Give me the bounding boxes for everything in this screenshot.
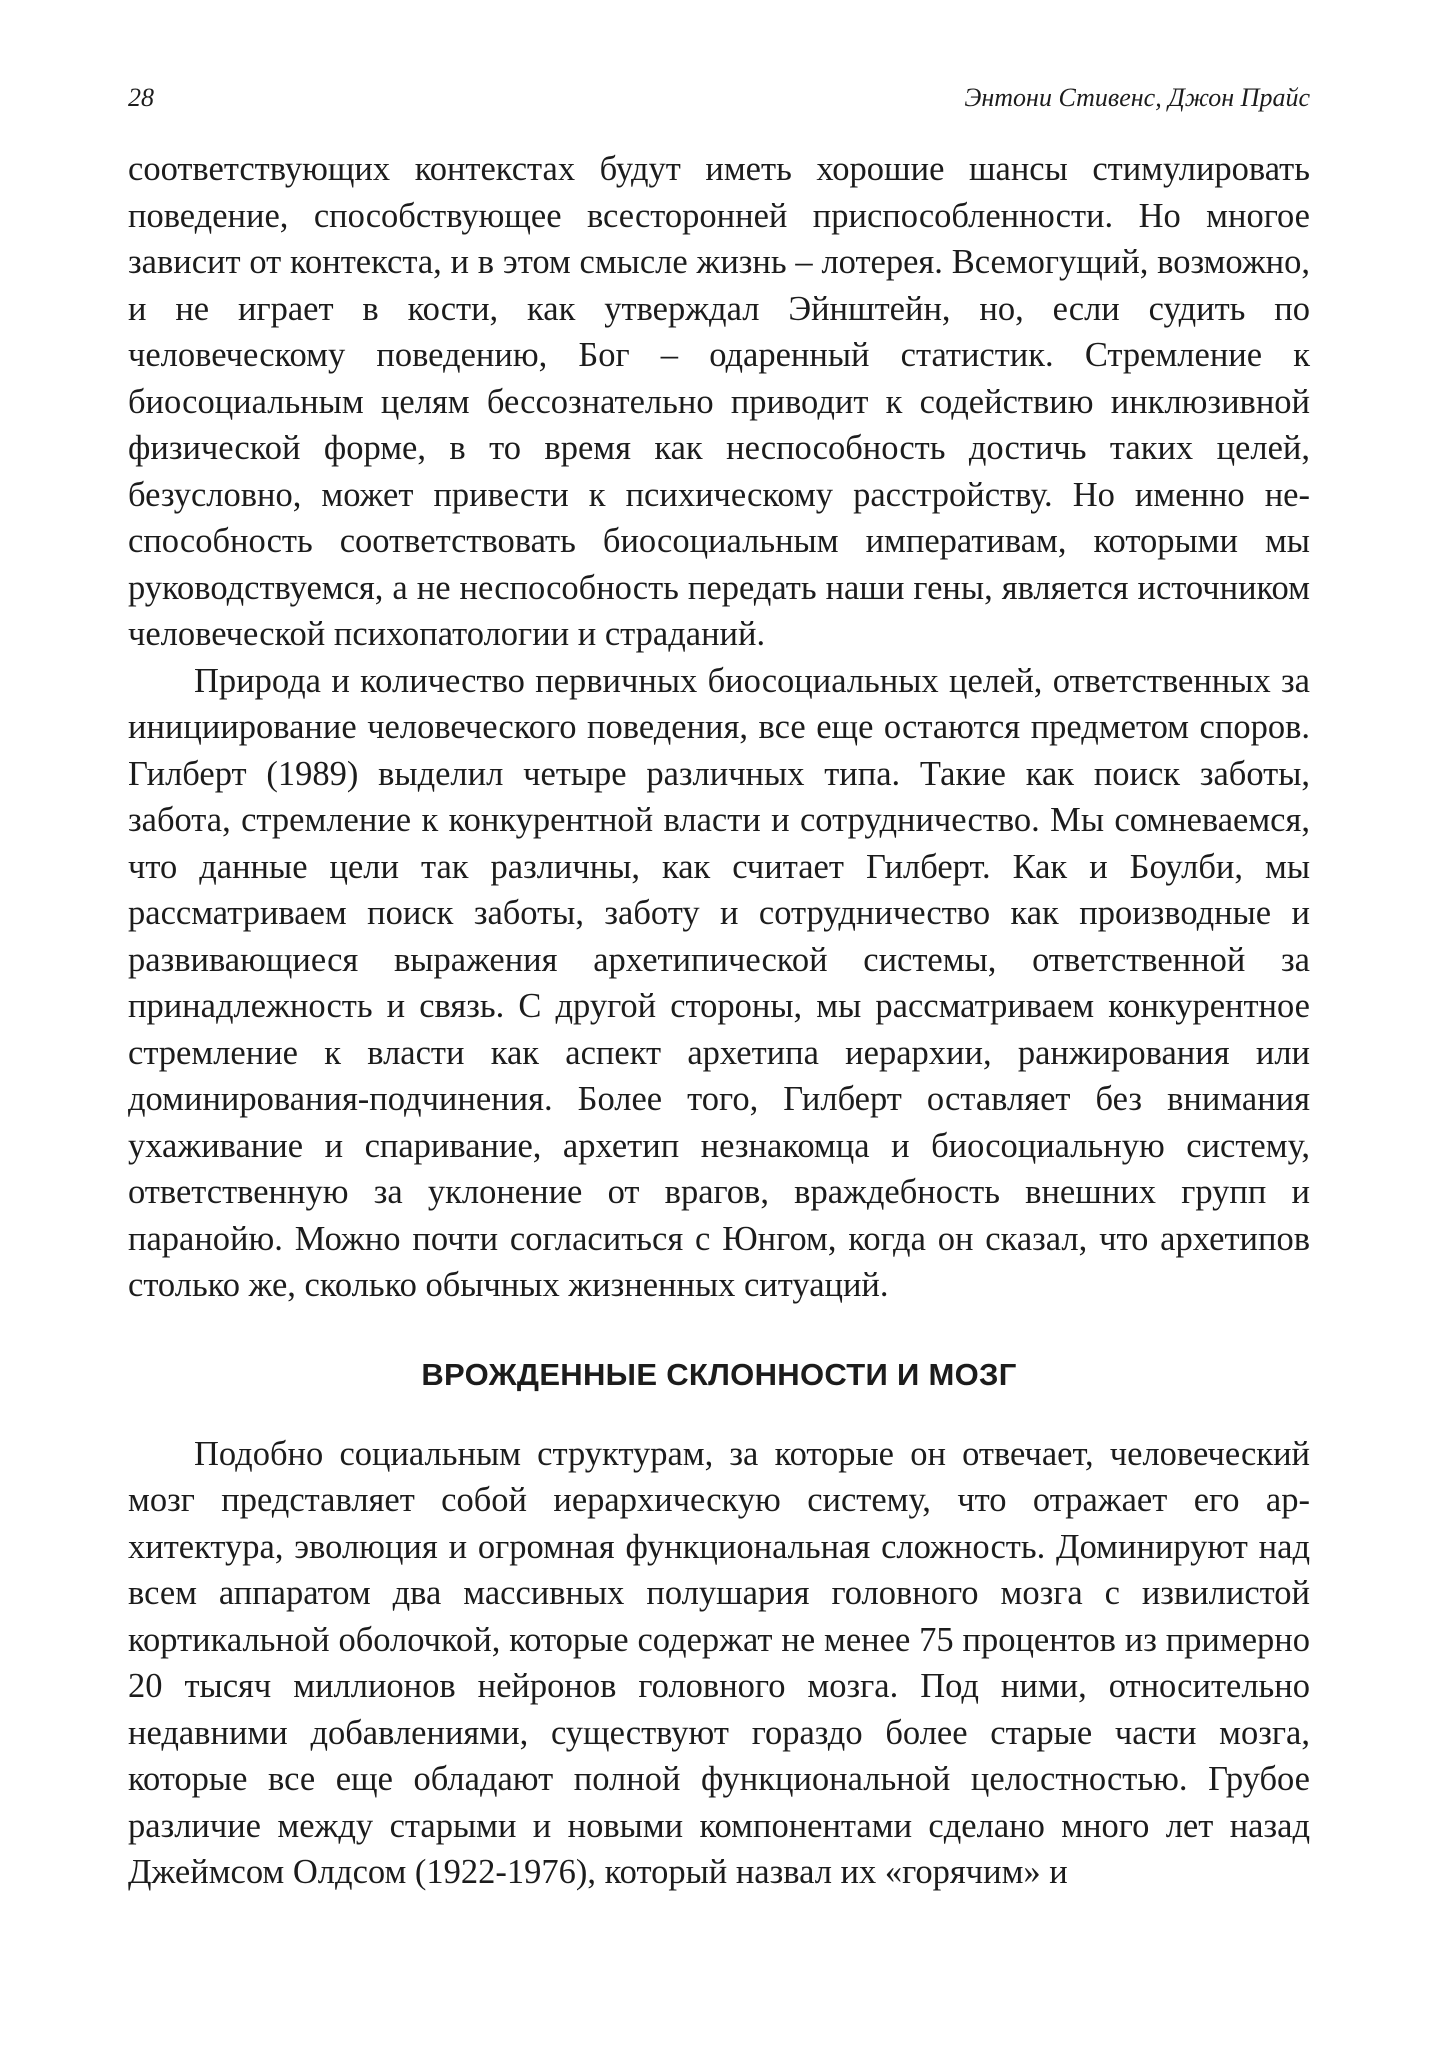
page-number: 28: [128, 83, 154, 112]
section-heading: ВРОЖДЕННЫЕ СКЛОННОСТИ И МОЗГ: [421, 1356, 1017, 1392]
paragraph-continuation: соответствующих контекстах будут иметь хорошие шансы стимулировать поведение, способствующее всесторонней приспособленности. Но многое зависит от контекста, и в этом смысле жизнь – лотерея. Всемогущий, возможно, и не играет в кости, как утверждал Эйнштейн, но, если судить по человеческому поведению, Бог – одаренный статистик. Стремление к биосоциальным целям бессознательно приводит к содействию инклюзивной физической форме, в то время как неспособность достичь таких целей, безусловно, может привести к психическому расстройству. Но именно неспособность соответствовать биосоциальным императивам, которыми мы руководствуемся, а не неспособность передать наши гены, является источником человеческой психопатологии и страданий.: [128, 150, 1310, 653]
header-authors: Энтони Стивенс, Джон Прайс: [964, 83, 1310, 112]
paragraph-brain-hierarchy: Подобно социальным структурам, за которые он отвечает, человеческий мозг представляет собой иерархическую систему, что отражает его архитектура, эволюция и огромная функциональная сложность. Доминируют над всем аппаратом два массивных полушария головного мозга с извилистой кортикальной оболочкой, которые содержат не менее 75 процентов из примерно 20 тысяч миллионов нейронов головного мозга. Под ними, относительно недавними добавлениями, существуют гораздо более старые части мозга, которые все еще обладают полной функциональной целостностью. Грубое различие между старыми и новыми компонентами сделано много лет назад Джеймсом Олдсом (1922-1976), который назвал их «горячим» и: [128, 1434, 1310, 1891]
body-text: [128, 146, 1310, 1896]
paragraph-biosocial-goals: Природа и количество первичных биосоциальных целей, ответственных за инициирование человеческого поведения, все еще остаются предметом споров. Гилберт (1989) выделил четыре различных типа. Такие как поиск заботы, забота, стремление к конкурентной власти и сотрудничество. Мы сомневаемся, что данные цели так различны, как считает Гилберт. Как и Боулби, мы рассматриваем поиск заботы, заботу и сотрудничество как производные и развивающиеся выражения архетипической системы, ответственной за принадлежность и связь. С другой стороны, мы рассматриваем конкурентное стремление к власти как аспект архетипа иерархии, ранжирования или доминирования-подчинения. Более того, Гилберт оставляет без внимания ухаживание и спаривание, архетип незнакомца и биосоциальную систему, ответственную за уклонение от врагов, враждебность внешних групп и паранойю. Можно почти согласиться с Юнгом, когда он сказал, что архетипов столько же, сколько обычных жизненных ситуаций.: [128, 661, 1310, 1304]
running-header: [128, 78, 1310, 118]
